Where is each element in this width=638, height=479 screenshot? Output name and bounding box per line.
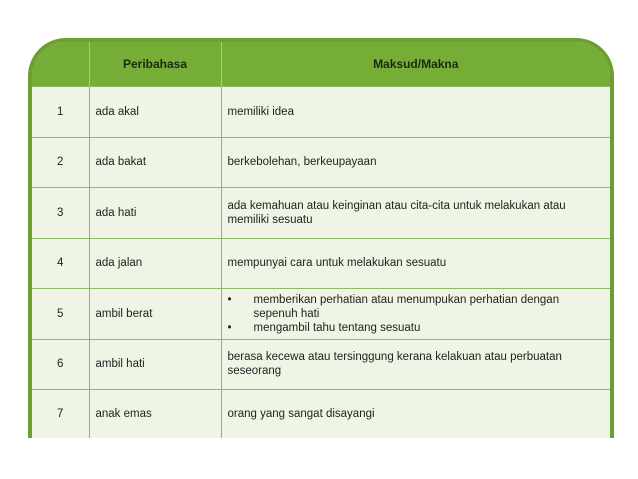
row-makna: berasa kecewa atau tersinggung kerana kelakuan atau perbuatan seseorang	[221, 339, 610, 390]
row-makna: memiliki idea	[221, 87, 610, 138]
row-number: 2	[32, 137, 89, 188]
bullet-text: memberikan perhatian atau menumpukan perhatian dengan sepenuh hati	[253, 293, 560, 320]
list-item	[228, 293, 605, 321]
header-number	[32, 42, 89, 87]
bullet-marker: •	[227, 321, 232, 334]
table-row	[32, 339, 610, 390]
row-peribahasa: ada akal	[89, 87, 221, 138]
row-number: 7	[32, 390, 89, 438]
row-makna: ada kemahuan atau keinginan atau cita-cita untuk melakukan atau memiliki sesuatu	[221, 188, 610, 239]
row-number: 5	[32, 289, 89, 340]
table-row	[32, 289, 610, 340]
table-row	[32, 137, 610, 188]
table-row	[32, 188, 610, 239]
row-makna: berkebolehan, berkeupayaan	[221, 137, 610, 188]
table-row	[32, 238, 610, 289]
header-peribahasa: Peribahasa	[89, 42, 221, 87]
row-peribahasa: ada hati	[89, 188, 221, 239]
bullet-text: mengambil tahu tentang sesuatu	[253, 321, 421, 334]
row-peribahasa: ada jalan	[89, 238, 221, 289]
row-peribahasa: ambil berat	[89, 289, 221, 340]
row-number: 1	[32, 87, 89, 138]
peribahasa-table	[32, 42, 610, 438]
header-maksud-makna: Maksud/Makna	[221, 42, 610, 87]
row-peribahasa: ada bakat	[89, 137, 221, 188]
row-makna: mempunyai cara untuk melakukan sesuatu	[221, 238, 610, 289]
row-peribahasa: anak emas	[89, 390, 221, 438]
table-row	[32, 87, 610, 138]
table-header-row	[32, 42, 610, 87]
row-peribahasa: ambil hati	[89, 339, 221, 390]
makna-bullet-list	[228, 293, 605, 335]
table-row	[32, 390, 610, 438]
bullet-marker: •	[227, 293, 232, 306]
row-makna: orang yang sangat disayangi	[221, 390, 610, 438]
peribahasa-table-frame	[28, 38, 614, 438]
row-number: 3	[32, 188, 89, 239]
row-number: 4	[32, 238, 89, 289]
row-makna	[221, 289, 610, 340]
list-item	[228, 321, 605, 335]
row-number: 6	[32, 339, 89, 390]
